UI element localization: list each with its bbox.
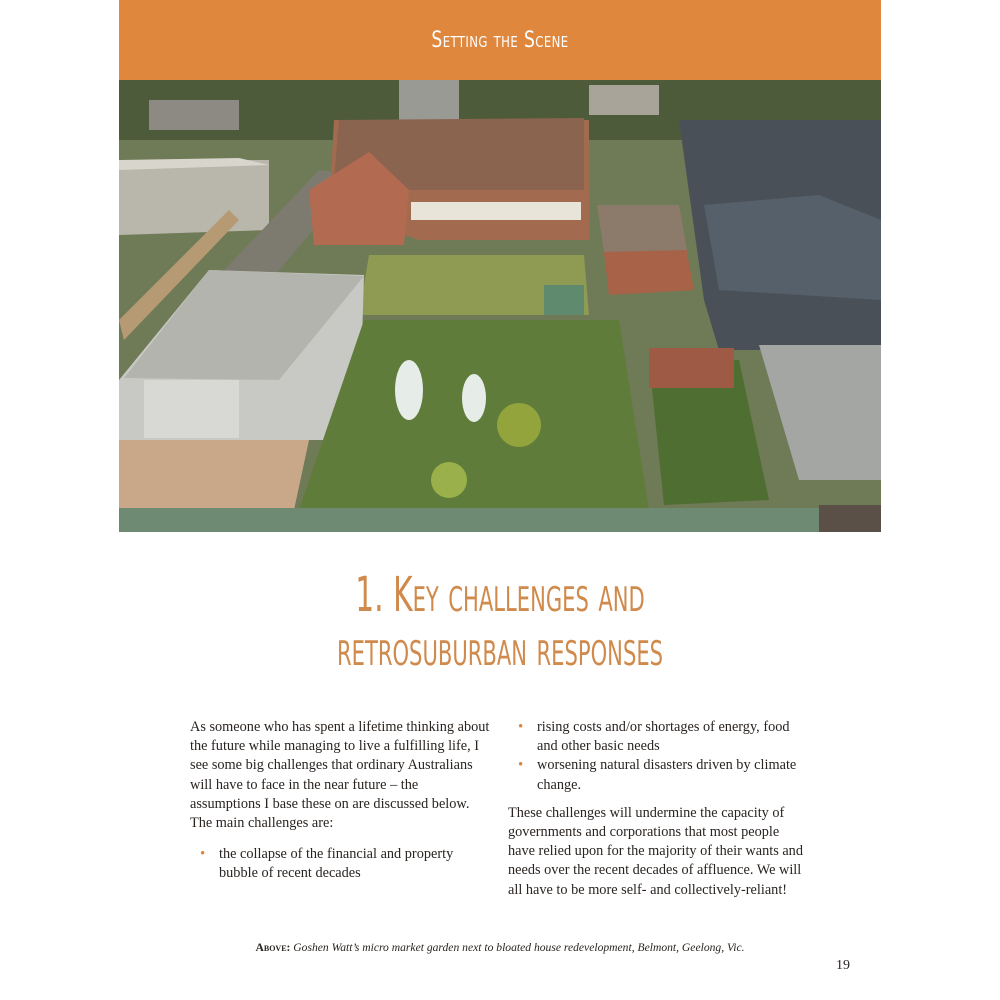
- chapter-title-line-2: retrosuburban responses: [336, 621, 664, 677]
- challenge-list-left: [190, 845, 490, 883]
- list-item: • worsening natural disasters driven by climate change.: [508, 756, 808, 794]
- challenge-list-right: [508, 718, 808, 795]
- chapter-title-line-1: 1. Key challenges and: [355, 567, 645, 623]
- body-column-left: [190, 718, 490, 884]
- page-number: 19: [836, 958, 850, 973]
- intro-paragraph: As someone who has spent a lifetime thinking about the future while managing to live a fulfilling life, I see some big challenges that ordinary Australians will have to face in the near future – the assumptions I base these on are discussed below. The main challenges are:: [190, 719, 490, 832]
- chapter-title: [119, 568, 881, 676]
- caption-text: Goshen Watt’s micro market garden next to bloated house redevelopment, Belmont, Geelong, Vic.: [293, 941, 745, 954]
- body-column-right: [508, 718, 808, 900]
- section-title: Setting the Scene: [431, 28, 569, 53]
- photo-caption: [119, 941, 881, 954]
- list-item: • the collapse of the financial and property bubble of recent decades: [190, 845, 490, 883]
- aerial-garden-photo: [119, 80, 881, 532]
- caption-label: Above:: [255, 941, 291, 954]
- list-item: • rising costs and/or shortages of energy, food and other basic needs: [508, 718, 808, 756]
- conclusion-paragraph: These challenges will undermine the capacity of governments and corporations that most people have relied upon for the majority of their wants and needs over the recent decades of affluence. We will all have to be more self- and collectively-reliant!: [508, 804, 803, 898]
